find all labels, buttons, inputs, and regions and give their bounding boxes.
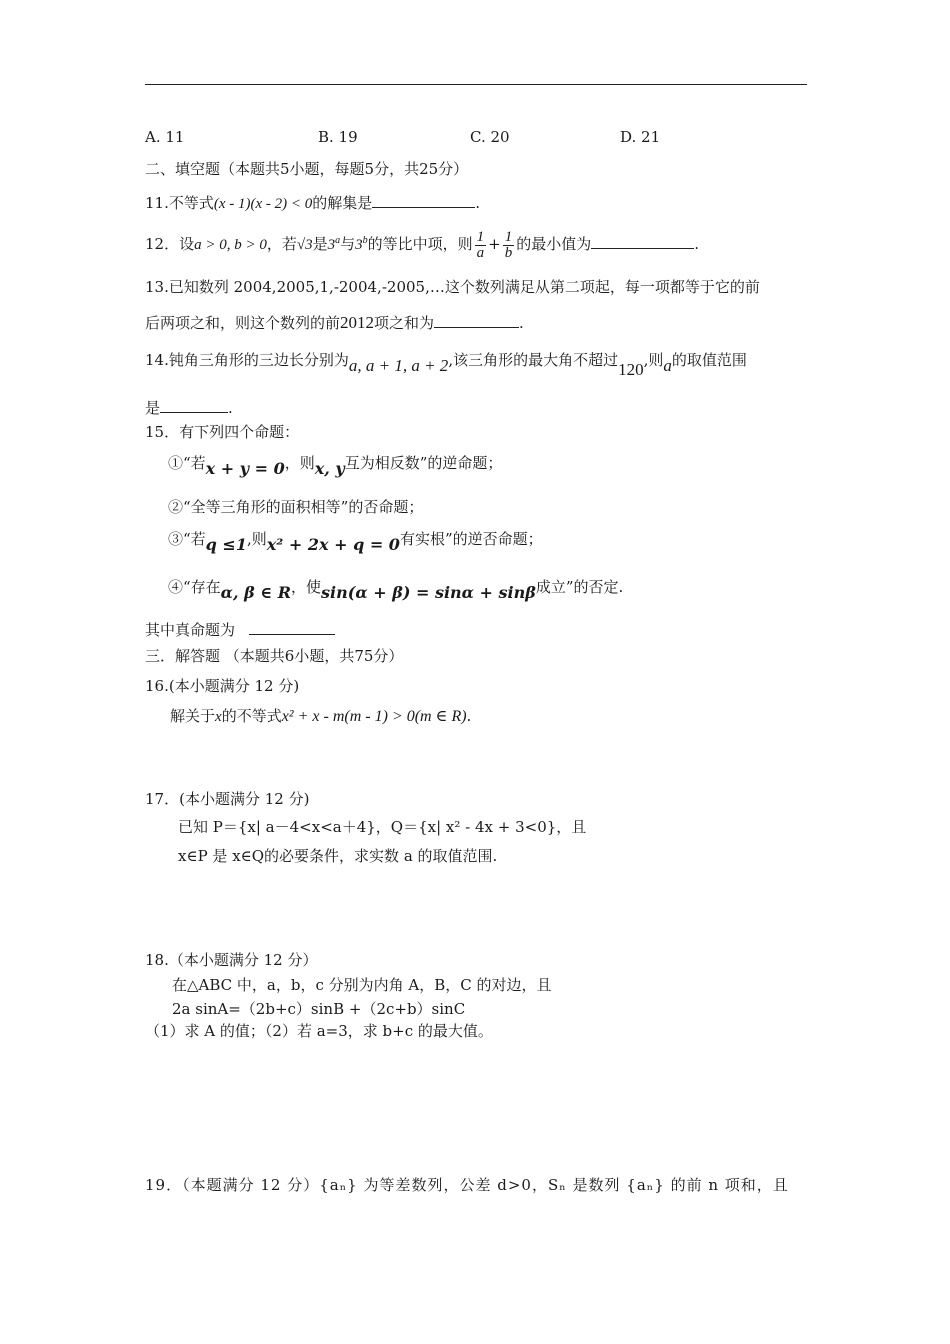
question-18-line-1: 在△ABC 中，a，b，c 分别为内角 A，B，C 的对边，且 bbox=[172, 976, 552, 994]
fraction-1-over-b: $\frac{1}{b}$ bbox=[504, 228, 513, 261]
question-11: 11.不等式(x - 1)(x - 2) < 0的解集是 . bbox=[145, 194, 481, 212]
answer-blank bbox=[160, 412, 228, 413]
proposition-2: ②“全等三角形的面积相等”的否命题； bbox=[168, 498, 424, 516]
question-12: 12．设a > 0, b > 0，若√3是3$^a$与3$^b$的等比中项，则 $\frac{1}{a}$ + $\frac{1}{b}$ 的最小值为 . bbox=[145, 228, 700, 261]
question-18-heading: 18.（本小题满分 12 分） bbox=[145, 951, 318, 969]
option-b: B. 19 bbox=[318, 128, 358, 146]
question-19-line-1: 19．（本题满分 12 分）{aₙ} 为等差数列，公差 d>0，Sₙ 是数列 {aₙ} 的前 n 项和，且 bbox=[145, 1176, 789, 1194]
section-3-heading: 三．解答题 （本题共6小题，共75分） bbox=[145, 647, 404, 665]
question-15-answer: 其中真命题为 bbox=[145, 620, 335, 640]
option-a: A. 11 bbox=[145, 128, 185, 146]
answer-blank bbox=[591, 248, 694, 249]
answer-blank bbox=[249, 634, 335, 635]
option-c: C. 20 bbox=[470, 128, 510, 146]
question-14-line-1: 14.钝角三角形的三边长分别为a, a + 1, a + 2,该三角形的最大角不超过120,则a的取值范围 bbox=[145, 351, 747, 379]
question-13-line-1: 13.已知数列 2004,2005,1,-2004,-2005,…这个数列满足从第二项起，每一项都等于它的前 bbox=[145, 278, 760, 296]
question-18-line-2: 2a sinA=（2b+c）sinB +（2c+b）sinC bbox=[172, 1000, 466, 1018]
answer-blank bbox=[372, 207, 475, 208]
proposition-4: ④“存在α, β ∈ R，使sin(α + β) = sinα + sinβ成立”的否定. bbox=[168, 578, 624, 602]
question-18-line-3: （1）求 A 的值；（2）若 a=3，求 b+c 的最大值。 bbox=[145, 1022, 493, 1040]
proposition-3: ③“若q ≤1,则x² + 2x + q = 0有实根”的逆否命题； bbox=[168, 530, 543, 554]
proposition-1: ①“若x + y = 0，则x, y互为相反数”的逆命题； bbox=[168, 454, 503, 478]
section-2-heading: 二、填空题（本题共5小题，每题5分，共25分） bbox=[145, 160, 469, 178]
option-d: D. 21 bbox=[620, 128, 661, 146]
question-13-line-2: 后两项之和，则这个数列的前2012项之和为 . bbox=[145, 313, 524, 332]
question-15-intro: 15．有下列四个命题： bbox=[145, 423, 300, 441]
fraction-1-over-a: $\frac{1}{a}$ bbox=[476, 228, 485, 261]
question-16-body: 解关于x的不等式x² + x - m(m - 1) > 0(m ∈ R). bbox=[170, 707, 472, 725]
question-14-line-2: 是 . bbox=[145, 399, 233, 417]
question-17-line-1: 已知 P＝{x| a－4<x<a＋4}，Q＝{x| x² - 4x + 3<0}，且 bbox=[178, 818, 587, 836]
answer-blank bbox=[434, 327, 519, 328]
header-rule bbox=[145, 84, 807, 85]
question-17-line-2: x∈P 是 x∈Q的必要条件，求实数 a 的取值范围. bbox=[178, 847, 498, 865]
question-16-heading: 16.(本小题满分 12 分) bbox=[145, 677, 300, 695]
question-17-heading: 17．(本小题满分 12 分) bbox=[145, 790, 310, 808]
